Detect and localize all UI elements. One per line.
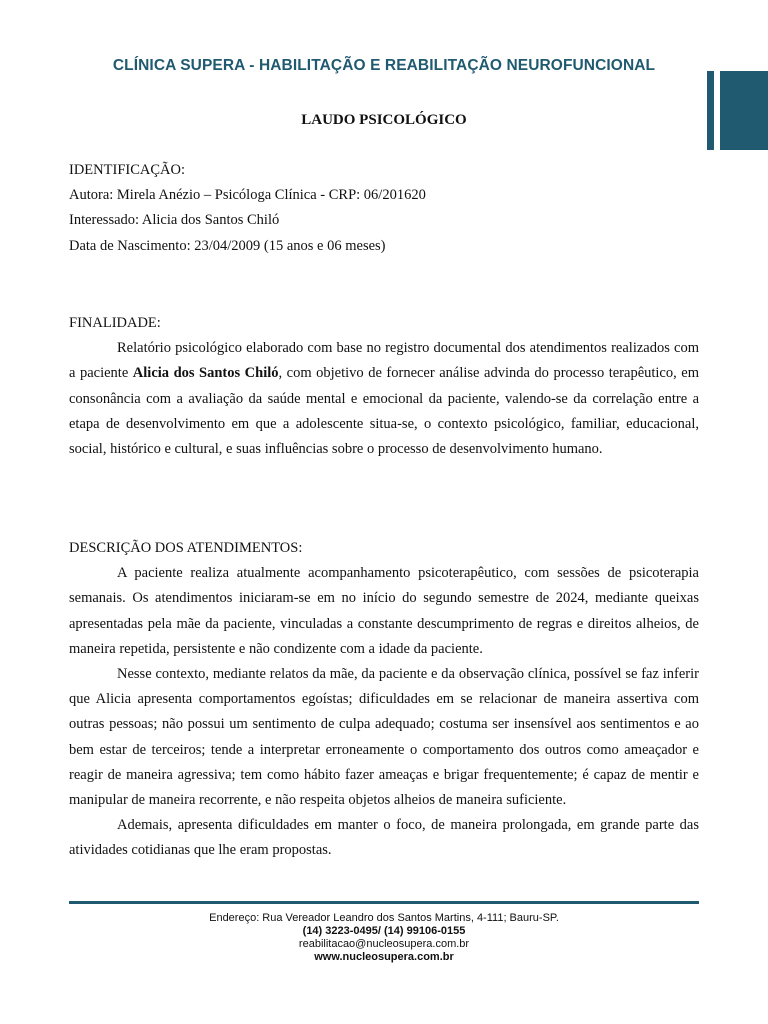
- footer-address: Endereço: Rua Vereador Leandro dos Santos Martins, 4-111; Bauru-SP.: [209, 912, 559, 924]
- sessions-paragraph-3: Ademais, apresenta dificuldades em manter o foco, de maneira prolongada, em grande parte das atividades cotidianas que lhe eram propostas.: [69, 817, 699, 859]
- author-line: Autora: Mirela Anézio – Psicóloga Clínica - CRP: 06/201620: [69, 187, 426, 204]
- footer-website: www.nucleosupera.com.br: [314, 951, 454, 963]
- footer: [0, 912, 768, 964]
- identification-heading: IDENTIFICAÇÃO:: [69, 162, 185, 178]
- interested-line: Interessado: Alicia dos Santos Chiló: [69, 212, 280, 229]
- clinic-name-header: CLÍNICA SUPERA - HABILITAÇÃO E REABILITAÇÃO NEUROFUNCIONAL: [112, 57, 656, 74]
- purpose-heading: FINALIDADE:: [69, 315, 161, 331]
- purpose-paragraph: [69, 336, 699, 462]
- header-decoration-bar-thick: [720, 71, 768, 150]
- purpose-text-start: Relatório psicológico elaborado com base no registro documental dos atendimentos realizados com a paciente: [69, 340, 699, 382]
- footer-divider: [69, 901, 699, 904]
- sessions-paragraph-2: Nesse contexto, mediante relatos da mãe, da paciente e da observação clínica, possível se faz inferir que Alicia apresenta comportamentos egoístas; dificuldades em se relacionar de maneira assertiva com outras pessoas; não possui um sentimento de culpa adequado; costuma ser insensível aos sentimentos e ao bem estar de terceiros; tende a interpretar erroneamente o comportamento dos outros como ameaçador e reagir de maneira agressiva; tem como hábito fazer ameaças e brigar frequentemente; é capaz de mentir e manipular de maneira recorrente, e não respeita objetos alheios de maneira suficiente.: [69, 666, 699, 809]
- sessions-paragraph-1: A paciente realiza atualmente acompanhamento psicoterapêutico, com sessões de psicoterapia semanais. Os atendimentos iniciaram-se em no início do segundo semestre de 2024, mediante queixas apresentadas pela mãe da paciente, vinculadas a constante descumprimento de regras e direitos alheios, de maneira repetida, persistente e não condizente com a idade da paciente.: [69, 565, 699, 657]
- header-decoration-bar-thin: [707, 71, 714, 150]
- footer-phones: (14) 3223-0495/ (14) 99106-0155: [302, 925, 466, 937]
- patient-name-bold: Alicia dos Santos Chiló: [132, 365, 279, 382]
- purpose-text-end: , com objetivo de fornecer análise advinda do processo terapêutico, em consonância com a avaliação da saúde mental e emocional da paciente, valendo-se da correlação entre a etapa de desenvolvimento em que a adolescente situa-se, o contexto psicológico, familiar, educacional, social, histórico e cultural, e suas influências sobre o processo de desenvolvimento humano.: [69, 365, 699, 458]
- sessions-description-section: [69, 536, 699, 864]
- document-title: LAUDO PSICOLÓGICO: [301, 112, 467, 128]
- sessions-description-heading: DESCRIÇÃO DOS ATENDIMENTOS:: [69, 540, 303, 556]
- footer-email: reabilitacao@nucleosupera.com.br: [298, 938, 470, 950]
- birth-date-line: Data de Nascimento: 23/04/2009 (15 anos e 06 meses): [69, 237, 386, 254]
- purpose-section: [69, 311, 699, 462]
- identification-section: [69, 158, 699, 259]
